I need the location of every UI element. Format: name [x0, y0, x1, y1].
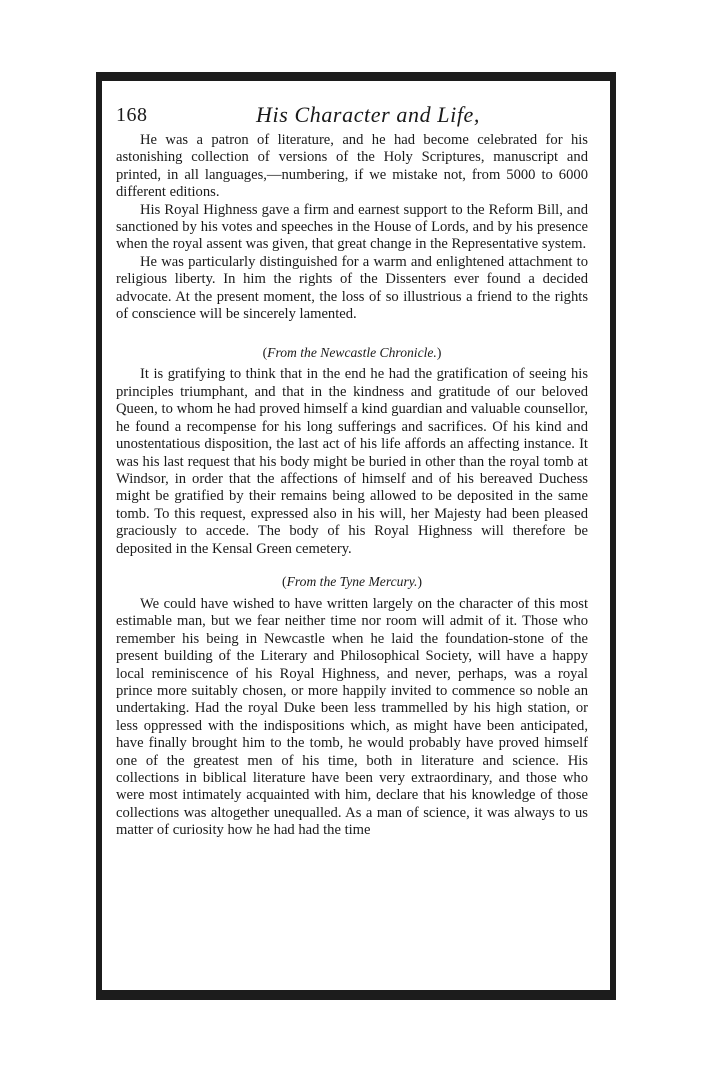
paragraph-religious-liberty: He was particularly distinguished for a warm and enlightened attachment to religious liberty. In him the rights of the Dissenters ever found a decided advocate. At the present moment, the loss of so illustrious a friend to the rights of conscience will be sincerely lamented.	[116, 253, 588, 323]
paragraph-mercury-extract: We could have wished to have written largely on the character of this most estimable man, but we fear neither time nor room will admit of it. Those who remember his being in Newcastle when he laid the foundation-stone of the present building of the Literary and Philosophical Society, will have a happy local reminiscence of his Royal Highness, and never, perhaps, was a royal prince more suitably chosen, or more happily invited to commence so noble an undertaking. Had the royal Duke been less trammelled by his high station, or less oppressed with the indispositions which, as might have been anticipated, have finally brought him to the tomb, he would probably have proved himself one of the greatest men of his time, both in literature and science. His collections in biblical literature have been very extraordinary, and those who were most intimately acquainted with him, declare that his knowledge of those collections was altogether unequalled. As a man of science, it was always to us matter of curiosity how he had had the time	[116, 595, 588, 839]
paragraph-reform-bill: His Royal Highness gave a firm and earnest support to the Reform Bill, and sanctioned by his votes and speeches in the House of Lords, and by his presence when the royal assent was given, that great change in the Representative system.	[116, 201, 588, 253]
paragraph-patron-of-literature: He was a patron of literature, and he had become celebrated for his astonishing collection of versions of the Holy Scriptures, manuscript and printed, in all languages,—numbering, if we mistake not, from 5000 to 6000 different editions.	[116, 132, 588, 201]
running-head: His Character and Life,	[256, 102, 481, 127]
page-number: 168	[116, 104, 148, 126]
source-heading-newcastle-chronicle: (From the Newcastle Chronicle.)	[262, 345, 442, 361]
page-header	[116, 98, 588, 132]
book-page	[116, 98, 588, 840]
source-heading-tyne-mercury: (From the Tyne Mercury.)	[282, 573, 422, 589]
paragraph-chronicle-extract: It is gratifying to think that in the end he had the gratification of seeing his principles triumphant, and that in the kindness and gratitude of our beloved Queen, to whom he had proved himself a kind guardian and valuable counsellor, he found a recompense for his long sufferings and sacrifices. Of his kind and unostentatious disposition, the last act of his life affords an affecting instance. It was his last request that his body might be buried in other than the royal tomb at Windsor, in order that the affections of himself and of his bereaved Duchess might be gratified by their remains being allowed to be deposited in the same tomb. To this request, expressed also in his will, her Majesty had been pleased graciously to accede. The body of his Royal Highness will therefore be deposited in the Kensal Green cemetery.	[116, 366, 588, 557]
